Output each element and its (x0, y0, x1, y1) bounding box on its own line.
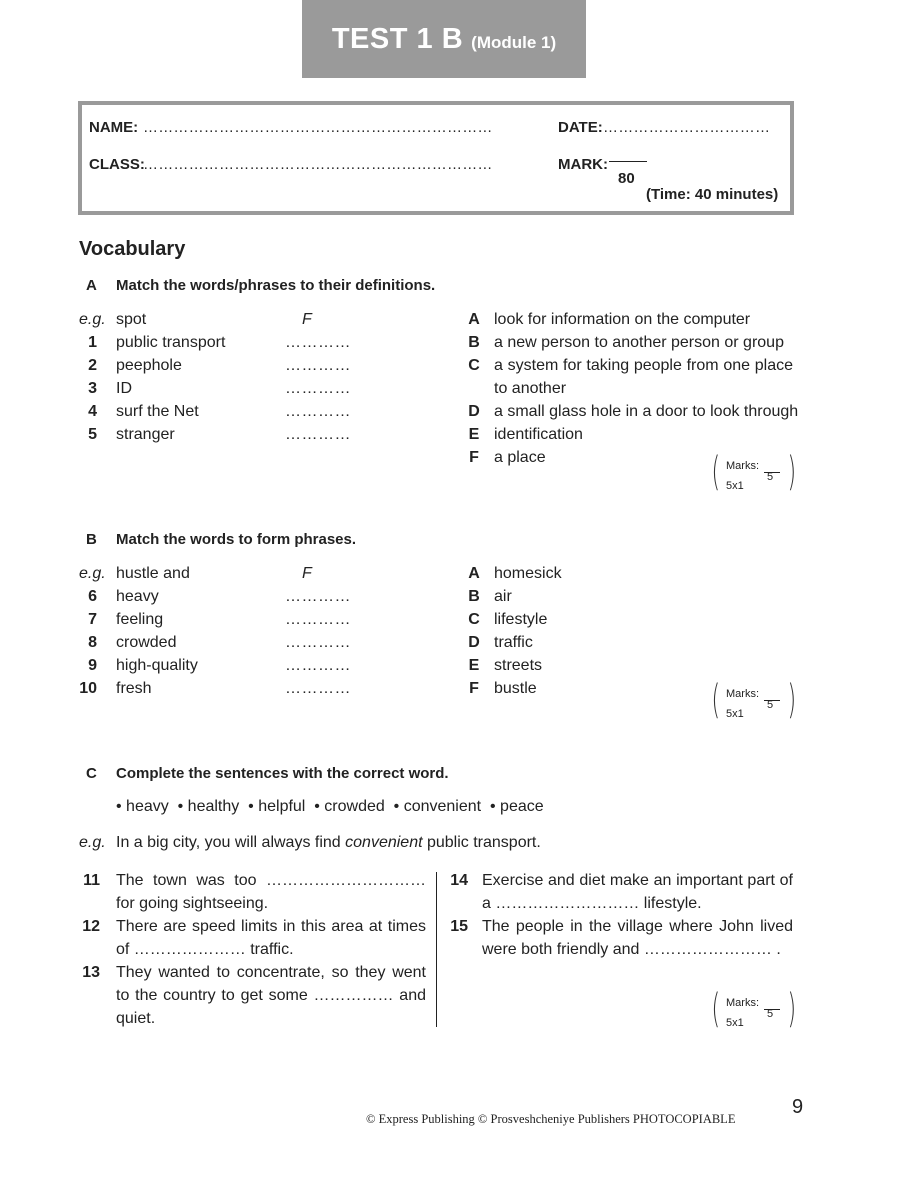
date-label: DATE: (558, 119, 603, 136)
answer-blank[interactable]: ………… (285, 611, 351, 628)
option-text: traffic (494, 634, 533, 651)
marks-label: Marks: (726, 688, 759, 700)
item-number: 13 (82, 964, 100, 981)
item-number: 6 (88, 588, 97, 605)
marks-denominator: 5 (767, 471, 774, 483)
marks-multiplier: 5x1 (726, 1017, 744, 1029)
marks-label: Marks: (726, 997, 759, 1009)
option-text: a place (494, 449, 546, 466)
class-field[interactable]: …………………………………………………………… (143, 156, 493, 173)
item-number: 1 (88, 334, 97, 351)
option-letter: C (468, 357, 480, 374)
test-title-banner (302, 0, 586, 78)
task-c-example (116, 834, 541, 852)
answer-blank[interactable]: ………… (285, 334, 351, 351)
sentence-text[interactable]: Exercise and diet make an important part of a ……………………… lifestyle. (482, 872, 793, 912)
item-number: 12 (82, 918, 100, 935)
student-info-box (78, 101, 794, 215)
item-word: surf the Net (116, 403, 199, 420)
item-number: 2 (88, 357, 97, 374)
marks-denominator: 5 (767, 699, 774, 711)
task-a-example-label: e.g. (79, 311, 106, 328)
option-letter: D (468, 403, 480, 420)
column-divider (436, 872, 437, 1027)
option-text: air (494, 588, 512, 605)
item-word: high-quality (116, 657, 198, 674)
option-letter: F (469, 680, 479, 697)
option-text: lifestyle (494, 611, 548, 628)
page-number: 9 (792, 1096, 804, 1118)
task-a-instruction: Match the words/phrases to their definitions. (116, 277, 436, 294)
test-title: TEST 1 B (331, 22, 464, 55)
example-text-after: public transport. (422, 834, 541, 851)
option-letter: A (468, 565, 480, 582)
name-label: NAME: (89, 119, 139, 136)
sentence-text[interactable]: The town was too ………………………… for going sightseeing. (116, 872, 426, 912)
task-c-letter: C (86, 765, 97, 782)
item-number: 7 (88, 611, 97, 628)
mark-total: 80 (618, 170, 635, 187)
task-c-instruction: Complete the sentences with the correct word. (116, 765, 449, 782)
task-b-example-word: hustle and (116, 565, 190, 582)
time-limit: (Time: 40 minutes) (646, 186, 779, 203)
option-letter: A (468, 311, 480, 328)
item-word: public transport (116, 334, 226, 351)
item-number: 8 (88, 634, 97, 651)
option-text: a new person to another person or group (494, 334, 784, 351)
task-a-marks: ( Marks: 5 5x1 ) (711, 449, 797, 495)
example-answer: convenient (345, 834, 423, 851)
option-text: homesick (494, 565, 562, 582)
answer-blank[interactable]: ………… (285, 588, 351, 605)
item-number: 5 (88, 426, 97, 443)
task-a-example-answer: F (302, 311, 312, 328)
item-number: 15 (450, 918, 468, 935)
mark-fraction-line[interactable] (609, 161, 647, 162)
mark-label: MARK: (558, 156, 608, 173)
answer-blank[interactable]: ………… (285, 357, 351, 374)
task-b-example-answer: F (302, 565, 312, 582)
option-text: streets (494, 657, 543, 674)
marks-denominator: 5 (767, 1008, 774, 1020)
item-word: stranger (116, 426, 175, 443)
item-word: peephole (116, 357, 182, 374)
item-word: heavy (116, 588, 159, 605)
item-number: 10 (79, 680, 97, 697)
task-b-example-label: e.g. (79, 565, 106, 582)
option-letter: B (468, 588, 480, 605)
item-number: 11 (83, 872, 100, 889)
answer-blank[interactable]: ………… (285, 657, 351, 674)
sentence-text[interactable]: They wanted to concentrate, so they went to the country to get some …………… and quiet. (116, 964, 426, 1027)
task-c-example-label: e.g. (79, 834, 106, 851)
example-text-before: In a big city, you will always find (116, 834, 346, 851)
class-label: CLASS: (89, 156, 145, 173)
item-word: feeling (116, 611, 164, 628)
task-a-example-word: spot (116, 311, 147, 328)
item-number: 3 (88, 380, 97, 397)
option-text: bustle (494, 680, 537, 697)
option-letter: E (468, 426, 480, 443)
option-text: look for information on the computer (494, 311, 751, 328)
test-module: (Module 1) (471, 33, 557, 52)
item-word: ID (116, 380, 132, 397)
item-number: 14 (450, 872, 468, 889)
answer-blank[interactable]: ………… (285, 680, 351, 697)
option-letter: C (468, 611, 480, 628)
marks-label: Marks: (726, 460, 759, 472)
section-title: Vocabulary (79, 238, 186, 260)
option-letter: F (469, 449, 479, 466)
word-bank: • heavy • healthy • helpful • crowded • convenient • peace (116, 798, 544, 815)
answer-blank[interactable]: ………… (285, 380, 351, 397)
task-b-letter: B (86, 531, 97, 548)
answer-blank[interactable]: ………… (285, 634, 351, 651)
name-field[interactable]: …………………………………………………………… (143, 119, 493, 136)
marks-multiplier: 5x1 (726, 708, 744, 720)
option-letter: B (468, 334, 480, 351)
answer-blank[interactable]: ………… (285, 426, 351, 443)
option-text: identification (494, 426, 583, 443)
option-text: a small glass hole in a door to look through (494, 403, 799, 420)
item-word: fresh (116, 680, 152, 697)
sentence-text[interactable]: The people in the village where John lived were both friendly and …………………… . (482, 918, 793, 958)
task-b-marks: ( Marks: 5 5x1 ) (711, 677, 797, 723)
answer-blank[interactable]: ………… (285, 403, 351, 420)
item-word: crowded (116, 634, 177, 651)
item-number: 9 (88, 657, 97, 674)
sentence-text[interactable]: There are speed limits in this area at times of ………………… traffic. (116, 918, 426, 958)
task-a-letter: A (86, 277, 97, 294)
copyright-notice: © Express Publishing © Prosveshcheniye Publishers PHOTOCOPIABLE (366, 1112, 736, 1126)
task-b-instruction: Match the words to form phrases. (116, 531, 357, 548)
date-field[interactable]: …………………………… (603, 119, 771, 136)
option-text: a system for taking people from one place to another (494, 357, 793, 397)
task-c-marks: ( Marks: 5 5x1 ) (711, 986, 797, 1032)
option-letter: D (468, 634, 480, 651)
item-number: 4 (88, 403, 97, 420)
marks-multiplier: 5x1 (726, 480, 744, 492)
option-letter: E (468, 657, 480, 674)
